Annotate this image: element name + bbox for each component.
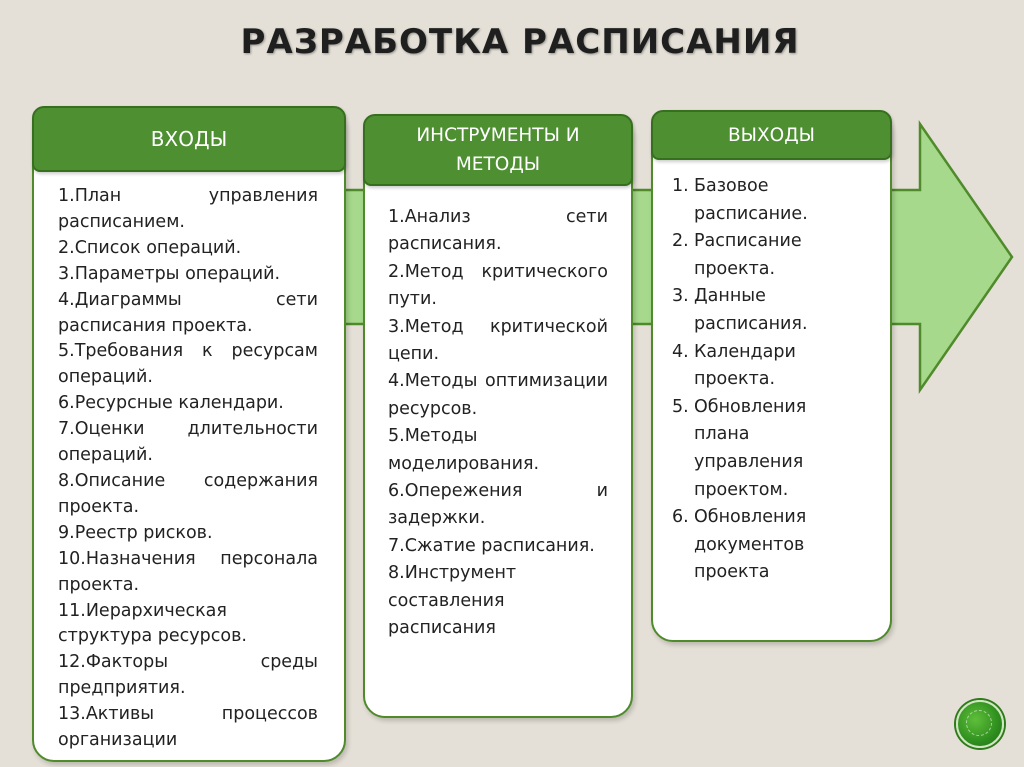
input-item-4: 4.Диаграммы сети расписания проекта. xyxy=(58,289,318,336)
input-item-12: 12.Факторы среды предприятия. xyxy=(58,652,318,699)
green-seal-logo xyxy=(956,700,1004,748)
input-item-7: 7.Оценки длительности операций. xyxy=(58,419,318,466)
input-item-8: 8.Описание содержания проекта. xyxy=(58,470,318,517)
output-item-text: Календари проекта. xyxy=(694,341,796,390)
inputs-header xyxy=(32,106,346,172)
tool-item-7: 7.Сжатие расписания. xyxy=(388,535,595,556)
output-item-number: 1. xyxy=(672,176,689,196)
output-item-number: 6. xyxy=(672,507,689,528)
outputs-header-label: ВЫХОДЫ xyxy=(727,124,816,146)
output-item-text: Базовое расписание. xyxy=(694,176,808,224)
input-item-13: 13.Активы процессов организации xyxy=(58,704,318,751)
tool-item-1: 1.Анализ сети расписания. xyxy=(388,207,608,255)
input-item-5: 5.Требования к ресурсам операций. xyxy=(58,341,318,388)
inputs-list xyxy=(58,184,318,754)
input-item-2: 2.Список операций. xyxy=(58,237,242,258)
output-item-1 xyxy=(672,173,822,228)
output-item-number: 2. xyxy=(672,231,689,252)
outputs-list xyxy=(672,173,822,587)
input-item-11: 11.Иерархическая структура ресурсов. xyxy=(58,600,247,647)
tools-list xyxy=(388,204,608,643)
tools-header-line1: ИНСТРУМЕНТЫ И xyxy=(416,125,580,146)
output-item-text: Расписание проекта. xyxy=(694,231,802,279)
output-item-3 xyxy=(672,283,822,338)
tool-item-6: 6.Опережения и задержки. xyxy=(388,481,608,529)
output-item-text: Обновления плана управления проектом. xyxy=(694,396,807,500)
output-item-number: 4. xyxy=(672,341,689,362)
tool-item-2: 2.Метод критического пути. xyxy=(388,261,608,310)
tool-item-8: 8.Инструмент составления расписания xyxy=(388,563,517,639)
inputs-header-label: ВХОДЫ xyxy=(150,127,228,151)
tool-item-5: 5.Методы моделирования. xyxy=(388,426,540,474)
tools-header xyxy=(363,114,633,186)
tool-item-4: 4.Методы оптимизации ресурсов. xyxy=(388,371,608,419)
output-item-number: 3. xyxy=(672,286,689,307)
output-item-5 xyxy=(672,394,822,504)
input-item-9: 9.Реестр рисков. xyxy=(58,522,213,543)
input-item-1: 1.План управления расписанием. xyxy=(58,186,318,232)
input-item-6: 6.Ресурсные календари. xyxy=(58,393,284,414)
input-item-10: 10.Назначения персонала проекта. xyxy=(58,548,318,595)
outputs-header xyxy=(651,110,892,160)
tool-item-3: 3.Метод критической цепи. xyxy=(388,316,608,365)
input-item-3: 3.Параметры операций. xyxy=(58,263,281,284)
output-item-4 xyxy=(672,339,822,394)
page-title: РАЗРАБОТКА РАСПИСАНИЯ xyxy=(240,22,800,62)
output-item-number: 5. xyxy=(672,396,689,417)
output-item-text: Данные расписания. xyxy=(694,286,808,334)
tools-header-line2: МЕТОДЫ xyxy=(455,154,541,175)
output-item-6 xyxy=(672,504,822,587)
output-item-2 xyxy=(672,228,822,283)
output-item-text: Обновления документов проекта xyxy=(694,507,807,583)
